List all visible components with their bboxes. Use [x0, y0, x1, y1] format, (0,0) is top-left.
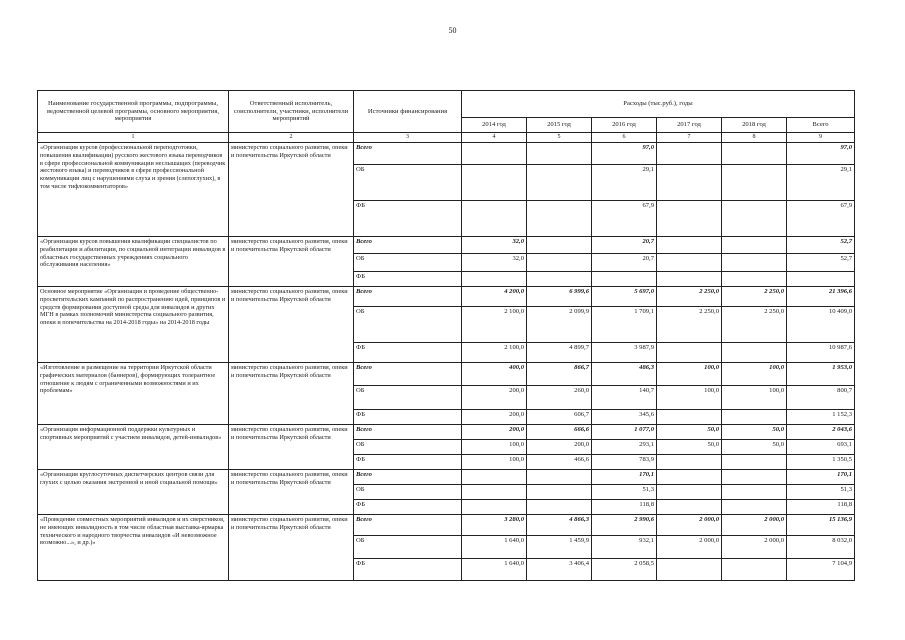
activity-name: Основное мероприятие «Организация и проведение общественно-просветительских кампаний по распространению идей, принципов и средств формирования доступной среды для инвалидов и других МГН в рамках полномочий министерства социального развития, опеки и попечительства на 2014-2018 годы» на 2014-2018 годы — [38, 287, 229, 363]
year-value: 866,7 — [527, 363, 592, 386]
year-value: 2 250,0 — [722, 307, 787, 343]
header-source: Источники финансирования — [354, 91, 462, 133]
year-value — [657, 410, 722, 425]
header-year: 2014 год — [462, 118, 527, 133]
year-value — [657, 485, 722, 500]
funding-source: ОБ — [354, 165, 462, 201]
year-value — [722, 272, 787, 287]
budget-table — [37, 90, 855, 581]
header-executor: Ответственный исполнитель, соисполнители, участники, исполнители мероприятий — [229, 91, 354, 133]
year-value: 100,0 — [462, 455, 527, 470]
funding-source: ФБ — [354, 559, 462, 581]
year-value — [722, 470, 787, 485]
header-year: 2015 год — [527, 118, 592, 133]
year-value — [462, 143, 527, 165]
year-value — [722, 559, 787, 581]
year-value: 2 000,0 — [657, 536, 722, 559]
total-value: 29,1 — [787, 165, 855, 201]
total-value: 52,7 — [787, 237, 855, 254]
funding-source: ФБ — [354, 201, 462, 237]
year-value: 2 058,5 — [592, 559, 657, 581]
year-value — [657, 254, 722, 272]
total-value: 170,1 — [787, 470, 855, 485]
funding-source: ФБ — [354, 455, 462, 470]
year-value: 97,0 — [592, 143, 657, 165]
year-value: 2 000,0 — [657, 515, 722, 536]
year-value: 100,0 — [657, 363, 722, 386]
funding-source: Всего — [354, 470, 462, 485]
year-value: 200,0 — [462, 386, 527, 410]
year-value: 29,1 — [592, 165, 657, 201]
year-value: 400,0 — [462, 363, 527, 386]
total-value: 1 350,5 — [787, 455, 855, 470]
activity-name: «Организация курсов повышения квалификации специалистов по реабилитации и абилитации, по социальной интеграции инвалидов в областных государственных учреждениях социального обслуживания населения» — [38, 237, 229, 287]
year-value: 1 459,9 — [527, 536, 592, 559]
funding-source: Всего — [354, 143, 462, 165]
year-value: 140,7 — [592, 386, 657, 410]
year-value: 100,0 — [722, 363, 787, 386]
year-value: 606,7 — [527, 410, 592, 425]
year-value: 2 100,0 — [462, 343, 527, 363]
activity-name: «Изготовление и размещение на территории Иркутской области графических материалов (баннеров), формирующих толерантное отношение к людям с ограниченными возможностями и их проблемам» — [38, 363, 229, 425]
table-row — [38, 287, 855, 307]
year-value — [657, 165, 722, 201]
year-value — [657, 143, 722, 165]
year-value — [657, 559, 722, 581]
funding-source: ОБ — [354, 536, 462, 559]
column-number: 1 — [38, 133, 229, 143]
year-value — [527, 470, 592, 485]
year-value: 32,0 — [462, 237, 527, 254]
total-value: 97,0 — [787, 143, 855, 165]
funding-source: ОБ — [354, 386, 462, 410]
year-value: 6 999,6 — [527, 287, 592, 307]
year-value — [527, 485, 592, 500]
year-value: 51,3 — [592, 485, 657, 500]
funding-source: ОБ — [354, 254, 462, 272]
funding-source: Всего — [354, 287, 462, 307]
responsible-executor: министерство социального развития, опеки и попечительства Иркутской области — [229, 143, 354, 237]
year-value: 4 200,0 — [462, 287, 527, 307]
table-row — [38, 143, 855, 165]
year-value: 100,0 — [657, 386, 722, 410]
year-value: 50,0 — [657, 440, 722, 455]
year-value: 345,6 — [592, 410, 657, 425]
year-value — [527, 165, 592, 201]
year-value — [462, 165, 527, 201]
column-number: 2 — [229, 133, 354, 143]
year-value: 170,1 — [592, 470, 657, 485]
year-value: 4 866,3 — [527, 515, 592, 536]
funding-source: Всего — [354, 363, 462, 386]
total-value: 51,3 — [787, 485, 855, 500]
year-value — [527, 237, 592, 254]
year-value: 3 406,4 — [527, 559, 592, 581]
year-value: 50,0 — [722, 440, 787, 455]
year-value: 4 899,7 — [527, 343, 592, 363]
header-expenses: Расходы (тыс.руб.), годы — [462, 91, 855, 118]
total-value: 10 987,6 — [787, 343, 855, 363]
column-number: 7 — [657, 133, 722, 143]
funding-source: ОБ — [354, 440, 462, 455]
year-value: 200,0 — [462, 410, 527, 425]
year-value — [722, 500, 787, 515]
year-value: 466,6 — [527, 455, 592, 470]
header-year: 2017 год — [657, 118, 722, 133]
year-value — [657, 201, 722, 237]
funding-source: Всего — [354, 515, 462, 536]
funding-source: ФБ — [354, 410, 462, 425]
table-row — [38, 515, 855, 536]
table-row — [38, 363, 855, 386]
year-value: 1 077,0 — [592, 425, 657, 440]
year-value — [527, 254, 592, 272]
year-value: 20,7 — [592, 237, 657, 254]
year-value — [657, 343, 722, 363]
year-value: 2 990,6 — [592, 515, 657, 536]
year-value: 100,0 — [462, 440, 527, 455]
year-value: 260,0 — [527, 386, 592, 410]
header-name: Наименование государственной программы, подпрограммы, ведомственной целевой программы, основного мероприятия, мероприятия — [38, 91, 229, 133]
table-body — [38, 143, 855, 581]
year-value — [722, 143, 787, 165]
year-value — [462, 201, 527, 237]
table-row — [38, 237, 855, 254]
year-value: 50,0 — [722, 425, 787, 440]
total-value: 15 136,9 — [787, 515, 855, 536]
responsible-executor: министерство социального развития, опеки и попечительства Иркутской области — [229, 425, 354, 470]
total-value: 8 032,0 — [787, 536, 855, 559]
total-value: 10 409,0 — [787, 307, 855, 343]
year-value: 1 640,0 — [462, 536, 527, 559]
column-number: 5 — [527, 133, 592, 143]
year-value: 200,0 — [527, 440, 592, 455]
table-row — [38, 470, 855, 485]
total-value: 800,7 — [787, 386, 855, 410]
year-value: 1 709,1 — [592, 307, 657, 343]
funding-source: Всего — [354, 425, 462, 440]
funding-source: ФБ — [354, 343, 462, 363]
total-value: 118,8 — [787, 500, 855, 515]
total-value: 693,1 — [787, 440, 855, 455]
total-value — [787, 272, 855, 287]
year-value — [462, 272, 527, 287]
year-value: 5 697,0 — [592, 287, 657, 307]
year-value: 200,0 — [462, 425, 527, 440]
year-value — [657, 272, 722, 287]
activity-name: «Организация круглосуточных диспетчерских центров связи для глухих с целью оказания экстренной и иной социальной помощи» — [38, 470, 229, 515]
total-value: 52,7 — [787, 254, 855, 272]
column-number: 6 — [592, 133, 657, 143]
year-value — [722, 485, 787, 500]
year-value: 2 250,0 — [722, 287, 787, 307]
year-value: 293,1 — [592, 440, 657, 455]
total-value: 7 104,9 — [787, 559, 855, 581]
page-number: 50 — [448, 26, 457, 35]
year-value — [657, 237, 722, 254]
column-number: 9 — [787, 133, 855, 143]
year-value — [722, 410, 787, 425]
year-value — [722, 165, 787, 201]
year-value: 2 000,0 — [722, 515, 787, 536]
header-total: Всего — [787, 118, 855, 133]
year-value — [527, 143, 592, 165]
year-value — [462, 470, 527, 485]
table-row — [38, 425, 855, 440]
year-value: 100,0 — [722, 386, 787, 410]
funding-source: ФБ — [354, 500, 462, 515]
activity-name: «Проведение совместных мероприятий инвалидов и их сверстников, не имеющих инвалидность в том числе областная выставка-ярмарка технического и народного творчества инвалидов «И невозможное возможно...», и др.)» — [38, 515, 229, 581]
responsible-executor: министерство социального развития, опеки и попечительства Иркутской области — [229, 287, 354, 363]
responsible-executor: министерство социального развития, опеки и попечительства Иркутской области — [229, 470, 354, 515]
year-value: 932,1 — [592, 536, 657, 559]
year-value: 2 100,0 — [462, 307, 527, 343]
year-value: 50,0 — [657, 425, 722, 440]
year-value: 2 250,0 — [657, 307, 722, 343]
year-value — [722, 455, 787, 470]
year-value — [722, 201, 787, 237]
year-value: 3 987,9 — [592, 343, 657, 363]
total-value: 2 043,6 — [787, 425, 855, 440]
funding-source: ОБ — [354, 307, 462, 343]
year-value — [592, 272, 657, 287]
year-value: 2 250,0 — [657, 287, 722, 307]
funding-source: Всего — [354, 237, 462, 254]
year-value — [722, 237, 787, 254]
funding-source: ОБ — [354, 485, 462, 500]
responsible-executor: министерство социального развития, опеки и попечительства Иркутской области — [229, 515, 354, 581]
responsible-executor: министерство социального развития, опеки и попечительства Иркутской области — [229, 237, 354, 287]
year-value: 3 280,0 — [462, 515, 527, 536]
header-year: 2016 год — [592, 118, 657, 133]
total-value: 67,9 — [787, 201, 855, 237]
year-value — [657, 500, 722, 515]
year-value — [527, 201, 592, 237]
total-value: 1 152,3 — [787, 410, 855, 425]
total-value: 1 953,0 — [787, 363, 855, 386]
year-value — [722, 343, 787, 363]
year-value: 1 640,0 — [462, 559, 527, 581]
year-value: 118,8 — [592, 500, 657, 515]
year-value — [722, 254, 787, 272]
year-value — [657, 470, 722, 485]
header-year: 2018 год — [722, 118, 787, 133]
year-value: 20,7 — [592, 254, 657, 272]
year-value: 2 000,0 — [722, 536, 787, 559]
year-value — [462, 485, 527, 500]
year-value: 783,9 — [592, 455, 657, 470]
total-value: 21 396,6 — [787, 287, 855, 307]
column-number: 4 — [462, 133, 527, 143]
year-value: 67,9 — [592, 201, 657, 237]
year-value: 666,6 — [527, 425, 592, 440]
year-value — [657, 455, 722, 470]
activity-name: «Организация информационной поддержки культурных и спортивных мероприятий с участием инвалидов, детей-инвалидов» — [38, 425, 229, 470]
year-value: 2 099,9 — [527, 307, 592, 343]
column-number: 3 — [354, 133, 462, 143]
column-number: 8 — [722, 133, 787, 143]
year-value — [527, 500, 592, 515]
responsible-executor: министерство социального развития, опеки и попечительства Иркутской области — [229, 363, 354, 425]
year-value — [527, 272, 592, 287]
funding-source: ФБ — [354, 272, 462, 287]
year-value: 486,3 — [592, 363, 657, 386]
activity-name: «Организация курсов (профессиональной переподготовки, повышения квалификации) русского жестового языка переводчиков в сфере профессиональной коммуникации неслышащих (переводчик жестового языка) и переводчиков в сфере профессиональной коммуникации лиц с нарушениями слуха и зрения (слепоглухих), в том числе тифлокомментаторов» — [38, 143, 229, 237]
year-value: 32,0 — [462, 254, 527, 272]
year-value — [462, 500, 527, 515]
